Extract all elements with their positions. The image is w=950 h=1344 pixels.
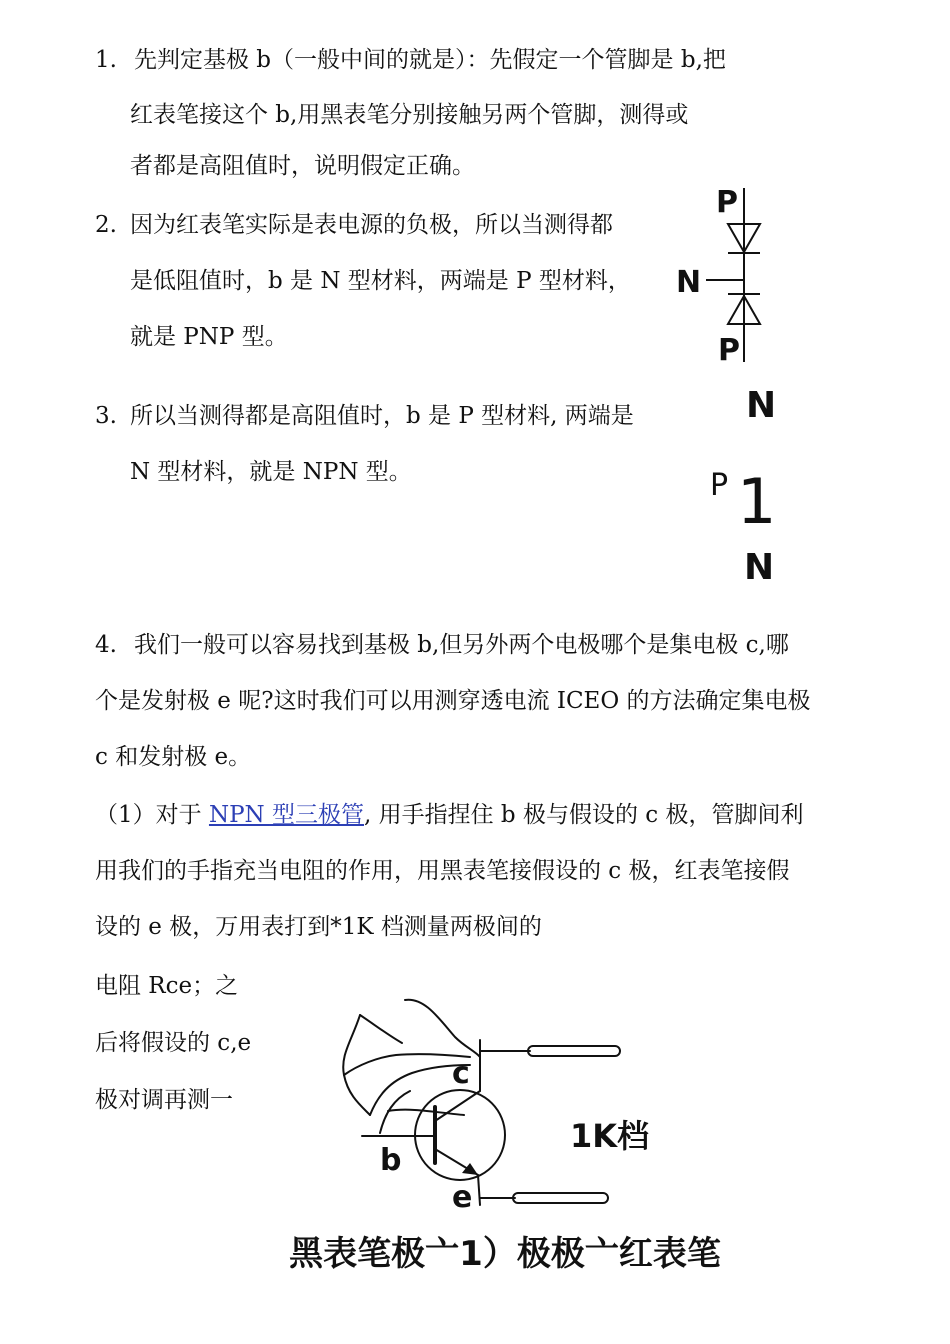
sub-1-line-6: 极对调再测一	[95, 1087, 233, 1113]
sub-1-line-3: 设的 e 极，万用表打到*1K 档测量两极间的	[95, 914, 542, 940]
item-3-line-2: N 型材料，就是 NPN 型。	[130, 459, 412, 485]
sub-1-prefix: （1）对于	[95, 802, 209, 828]
item-2-line-1: 因为红表笔实际是表电源的负极，所以当测得都	[130, 212, 613, 238]
sub-1-line-1	[95, 800, 803, 830]
item-1-line-1: 先判定基极 b（一般中间的就是）：先假定一个管脚是 b,把	[134, 47, 726, 73]
hand-sketch	[405, 1000, 480, 1057]
npn-label-n-bottom: N	[744, 547, 775, 588]
item-3-number: 3.	[95, 403, 117, 429]
collector-label: c	[452, 1056, 470, 1091]
transistor-test-figure	[330, 995, 670, 1220]
item-1-line-2: 红表笔接这个 b,用黑表笔分别接触另两个管脚，测得或	[130, 102, 689, 128]
item-1-line-3: 者都是高阻值时，说明假定正确。	[130, 153, 475, 179]
emitter-label: e	[452, 1180, 473, 1215]
npn-label-n-top: N	[746, 385, 777, 426]
item-4-number: 4.	[95, 632, 117, 658]
npn-transistor-link[interactable]: NPN 型三极管	[208, 802, 364, 828]
item-4-line-1: 我们一般可以容易找到基极 b,但另外两个电极哪个是集电极 c,哪	[134, 632, 789, 658]
sub-1-line-4: 电阻 Rce；之	[95, 973, 239, 999]
item-4-line-2: 个是发射极 e 呢?这时我们可以用测穿透电流 ICEO 的方法确定集电极	[95, 688, 811, 714]
item-4-line-3: c 和发射极 e。	[95, 744, 252, 770]
pnp-label-n: N	[676, 265, 702, 300]
pnp-diode-diagram	[670, 180, 780, 370]
pnp-label-p-top: P	[716, 185, 738, 220]
pnp-label-p-bottom: P	[718, 333, 740, 368]
item-3-line-1: 所以当测得都是高阻值时，b 是 P 型材料, 两端是	[130, 403, 634, 429]
item-2-number: 2.	[95, 212, 117, 238]
npn-label-p: P	[710, 468, 729, 503]
sub-1-line-2: 用我们的手指充当电阻的作用，用黑表笔接假设的 c 极，红表笔接假	[95, 858, 790, 884]
npn-label-one: 1	[737, 465, 777, 538]
sub-1-line-5: 后将假设的 c,e	[95, 1030, 252, 1056]
range-label: 1K档	[570, 1117, 650, 1155]
figure-caption: 黑表笔极亠1）极极亠红表笔	[289, 1234, 721, 1274]
sub-1-suffix: , 用手指捏住 b 极与假设的 c 极，管脚间利	[364, 802, 804, 828]
emitter-arrow-icon	[462, 1163, 478, 1175]
item-2-line-2: 是低阻值时，b 是 N 型材料，两端是 P 型材料，	[130, 268, 631, 294]
item-1-number: 1.	[95, 47, 117, 73]
item-2-line-3: 就是 PNP 型。	[130, 324, 288, 350]
base-label: b	[380, 1143, 402, 1178]
